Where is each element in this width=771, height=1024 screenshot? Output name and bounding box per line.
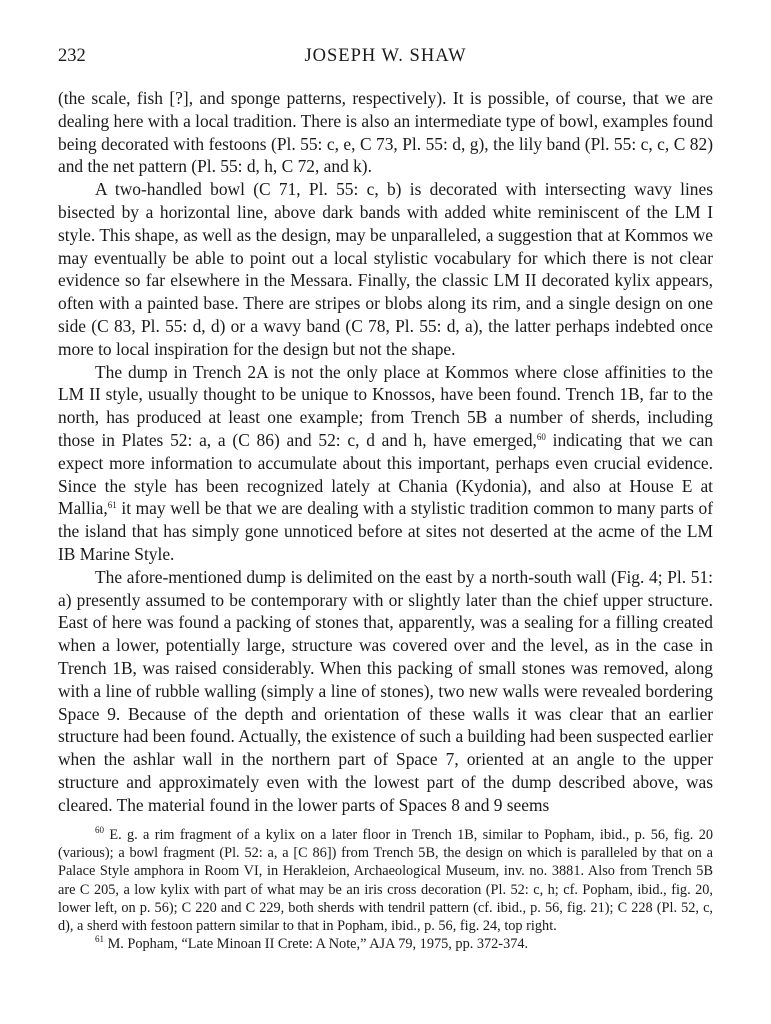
- paragraph-3-part-c: it may well be that we are dealing with a stylistic tradition common to many parts of the island that has simply gone unnoticed before at sites not deserted at the acme of the LM IB Marine Style.: [58, 498, 713, 564]
- footnote-text: M. Popham, “Late Minoan II Crete: A Note,” AJA 79, 1975, pp. 372-374.: [104, 936, 529, 953]
- paragraph-1: (the scale, fish [?], and sponge patterns, respectively). It is possible, of course, that we are dealing here with a local tradition. There is also an intermediate type of bowl, examples found being decorated with festoons (Pl. 55: c, e, C 73, Pl. 55: d, g), the lily band (Pl. 55: c, c, C 82) and the net pattern (Pl. 55: d, h, C 72, and k).: [58, 88, 714, 177]
- running-head: [58, 44, 713, 68]
- page-number: 232: [58, 46, 86, 66]
- footnote-ref-61: 61: [107, 500, 117, 511]
- paragraph-2: A two-handled bowl (C 71, Pl. 55: c, b) is decorated with intersecting wavy lines bisected by a horizontal line, above dark bands with added white reminiscent of the LM I style. This shape, as well as the design, may be unparalleled, a suggestion that at Kommos we may eventually be able to point out a local stylistic vocabulary for which there is not clear evidence so far elsewhere in the Messara. Finally, the classic LM II decorated kylix appears, often with a painted base. There are stripes or blobs along its rim, and a single design on one side (C 83, Pl. 55: d, d) or a wavy band (C 78, Pl. 55: d, a), the latter perhaps indebted once more to local inspiration for the design but not the shape.: [58, 179, 713, 359]
- footnotes: [58, 826, 713, 953]
- footnote-number: 61: [95, 934, 104, 945]
- paragraph-3-part-b: indicating that we can expect more information to accumulate about this important, perhaps even crucial evidence. Since the style has been recognized lately at Chania (Kydonia), and also at House E at Mallia,: [58, 429, 713, 519]
- footnote-ref-60: 60: [536, 431, 546, 442]
- running-title: JOSEPH W. SHAW: [304, 46, 467, 66]
- footnote-60: [58, 826, 713, 935]
- paragraph-3: [58, 361, 713, 566]
- body-text: [58, 87, 713, 817]
- paragraph-4: The afore-mentioned dump is delimited on the east by a north-south wall (Fig. 4; Pl. 51: a) presently assumed to be contemporary with or slightly later than the chief upper structure. East of here was found a packing of stones that, apparently, was a sealing for a filling created when a lower, potentially large, structure was covered over and the level, as in the case in Trench 1B, was raised considerably. When this packing of small stones was removed, along with a line of rubble walling (simply a line of stones), two new walls were revealed bordering Space 9. Because of the depth and orientation of these walls it was clear that an earlier structure had been found. Actually, the existence of such a building had been suspected earlier when the ashlar wall in the northern part of Space 7, oriented at an angle to the upper structure and approximately even with the lowest part of the dump described above, was cleared. The material found in the lower parts of Spaces 8 and 9 seems: [58, 566, 713, 815]
- paragraph-3-part-a: The dump in Trench 2A is not the only place at Kommos where close affinities to the LM II style, usually thought to be unique to Knossos, have been found. Trench 1B, far to the north, has produced at least one example; from Trench 5B a number of sherds, including those in Plates 52: a, a (C 86) and 52: c, d and h, have emerged,: [58, 361, 713, 450]
- footnote-number: 60: [95, 825, 104, 835]
- footnote-61: [58, 935, 713, 953]
- footnote-text: E. g. a rim fragment of a kylix on a later floor in Trench 1B, similar to Popham, ibid., p. 56, fig. 20 (various); a bowl fragment (Pl. 52: a, a [C 86]) from Trench 5B, the design on which is paralleled by that on a Palace Style amphora in Room VI, in Herakleion, Archaeological Museum, inv. no. 3881. Also from Trench 5B are C 205, a low kylix with part of what may be an iris cross decoration (Pl. 52: c, h; cf. Popham, ibid., fig. 20, lower left, on p. 56); C 220 and C 229, both sherds with tendril pattern (cf. ibid., p. 56, fig. 21); C 228 (Pl. 52, c, d), a sherd with festoon pattern similar to that in Popham, ibid., p. 56, fig. 24, top right.: [58, 827, 713, 935]
